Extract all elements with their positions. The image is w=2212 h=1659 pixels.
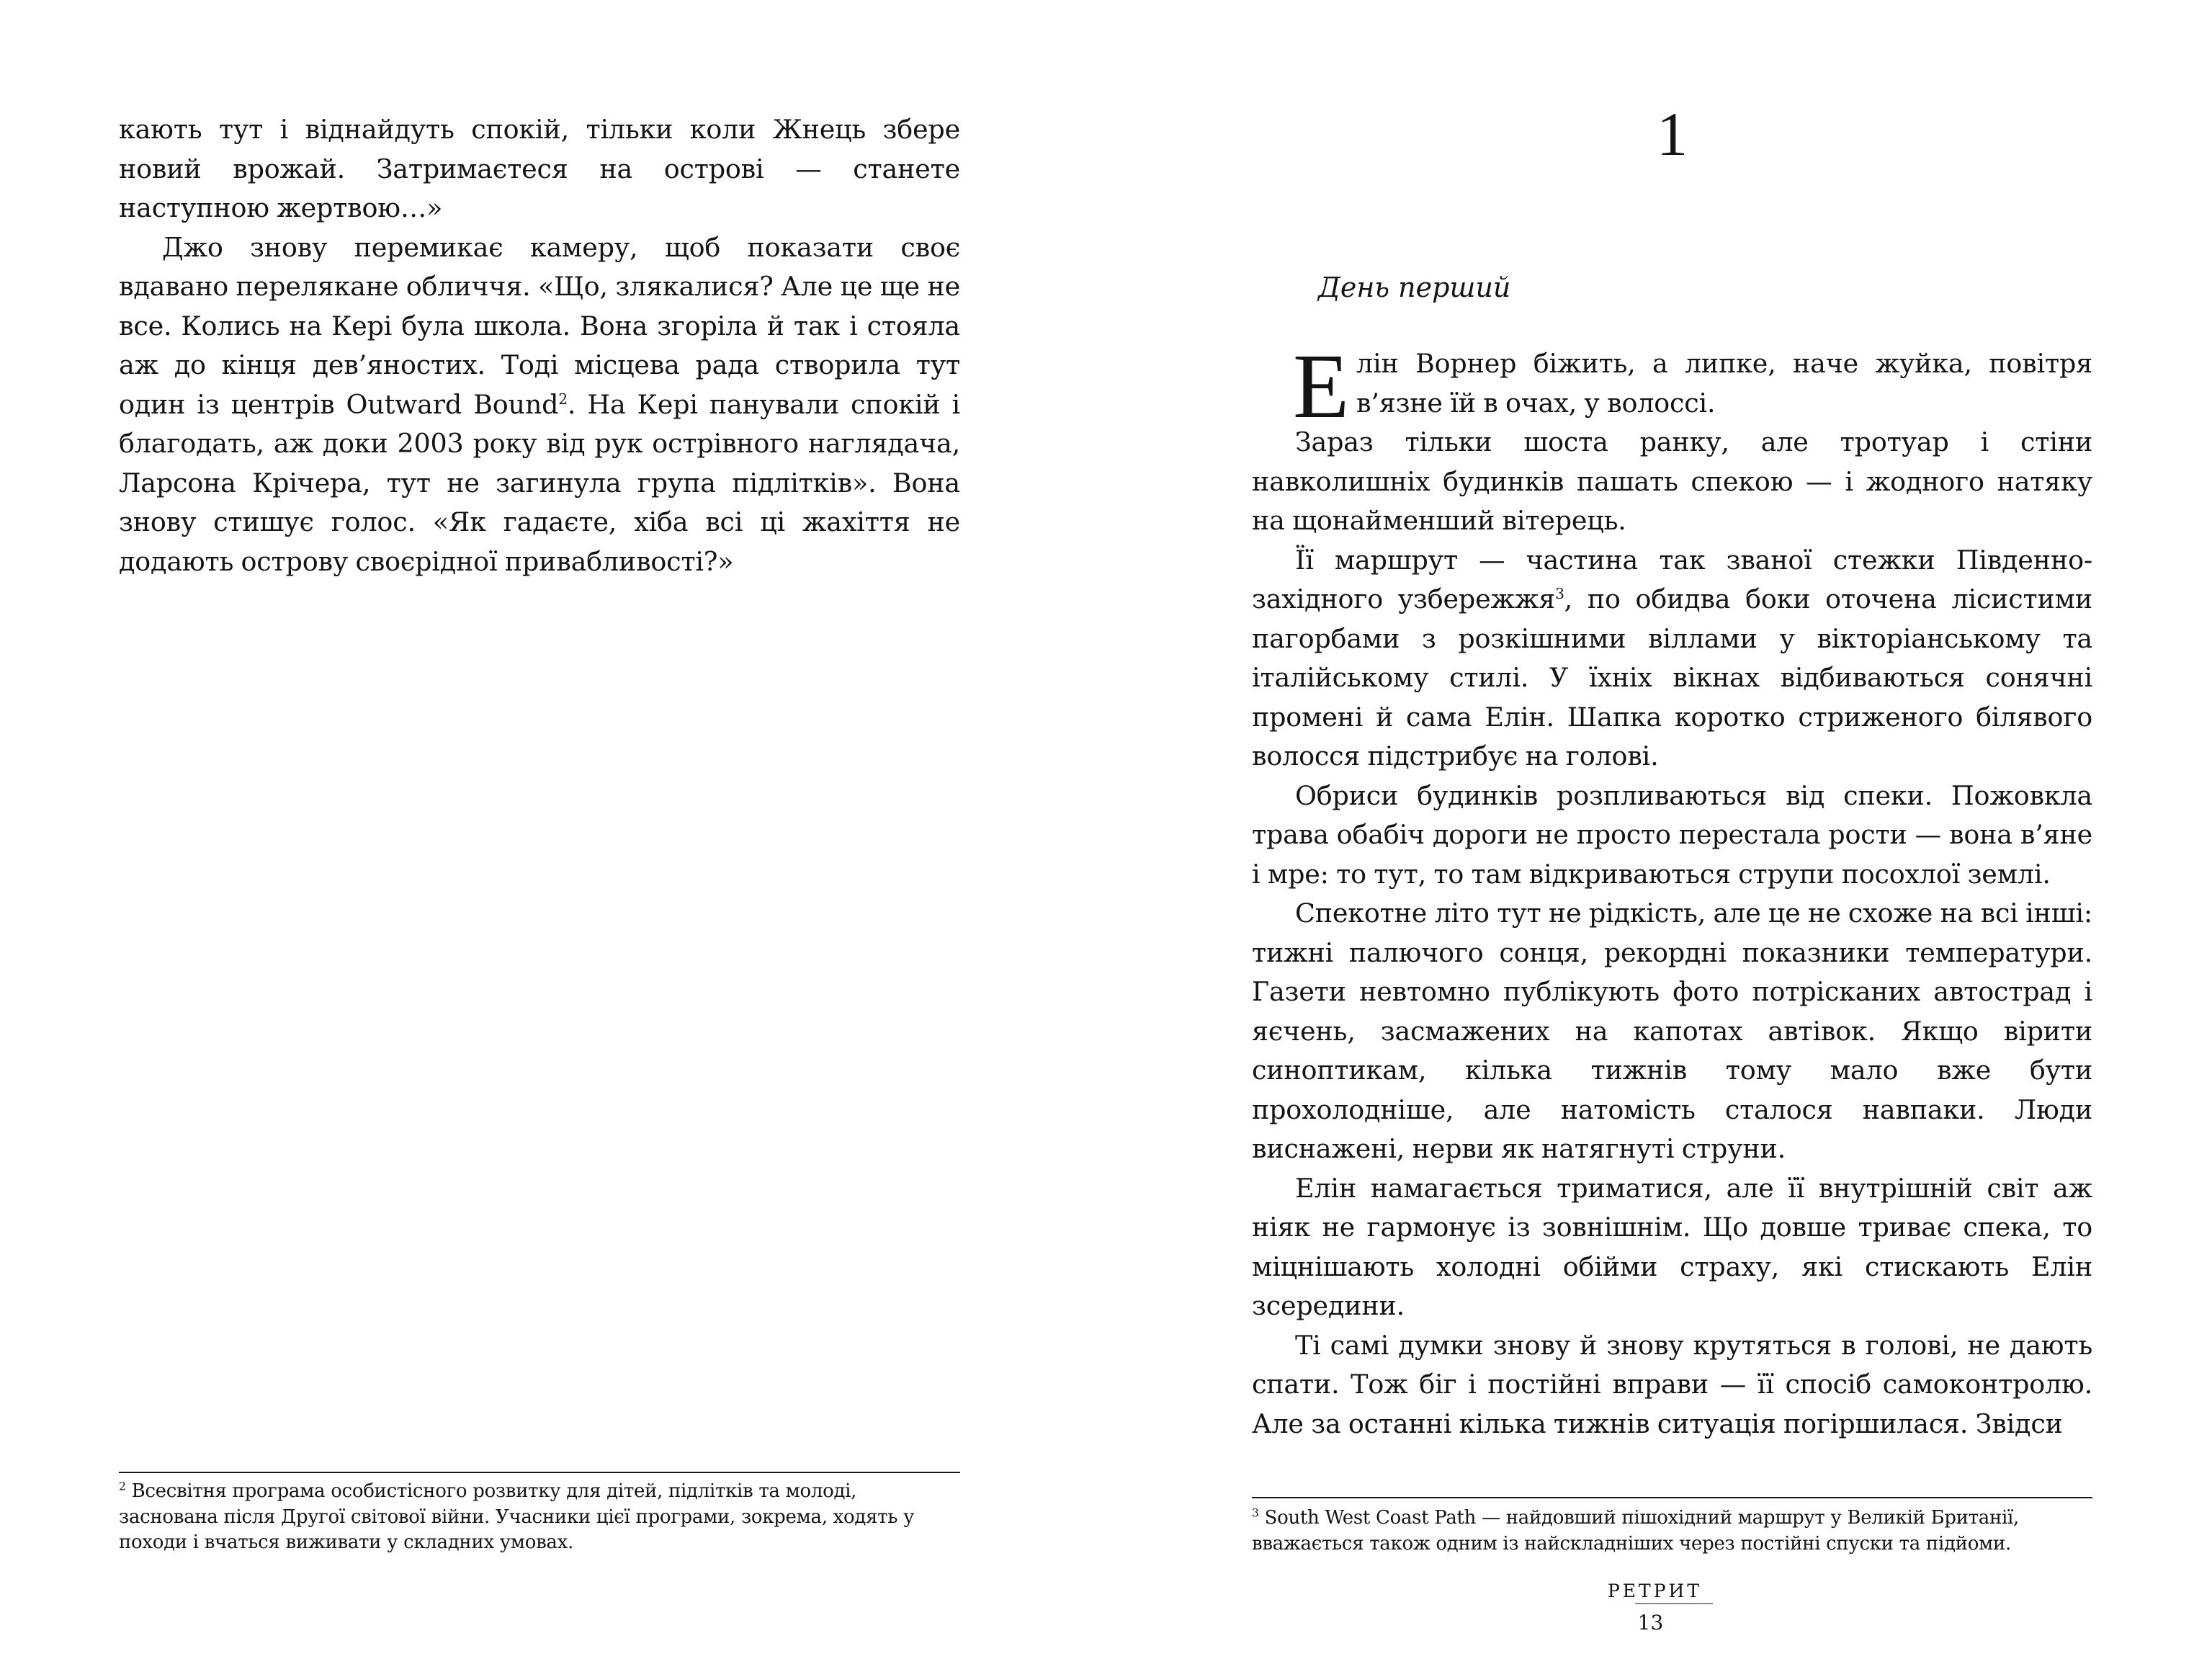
chapter-number: 1 [1657, 99, 1688, 169]
paragraph: Зараз тільки шоста ранку, але тротуар і стіни навколишніх будинків пашать спекою — і жодного натяку на щонайменший вітерець. [1252, 426, 2092, 536]
footnote-divider [119, 1472, 960, 1473]
footnote [1252, 1506, 2059, 1557]
paragraph: Спекотне літо тут не рідкість, але це не схоже на всі інші: тижні палючого сонця, рекордні показники температури. Газети невтомно публікують фото потрісканих автострад і яєчень, засмажених на капотах автівок. Якщо вірити синоптикам, кілька тижнів тому мало вже бути прохолодніше, але натомість сталося навпаки. Люди виснажені, нерви як натягнуті струни. [1252, 898, 2092, 1164]
paragraph [119, 228, 960, 582]
footnote-text: Всесвітня програма особистісного розвитку для дітей, підлітків та молоді, заснована після Другої світової війни. Учасники цієї програми, зокрема, ходять у походи і вчаться виживати у складних умовах. [119, 1480, 915, 1553]
paragraph [1252, 541, 2092, 777]
right-body-text [1252, 335, 2092, 1444]
footnote-number: 3 [1252, 1506, 1259, 1520]
paragraph: Ті самі думки знову й знову крутяться в голові, не дають спати. Тож біг і постійні вправи — її спосіб самоконтролю. Але за останні кілька тижнів ситуація погіршилася. Звідси [1252, 1329, 2092, 1439]
footnote-number: 2 [119, 1480, 126, 1493]
paragraph: кають тут і віднайдуть спокій, тільки коли Жнець збере новий врожай. Затримаєтеся на острові — станете наступною жертвою…» [119, 114, 960, 223]
footnote-divider [1252, 1497, 2092, 1498]
section-heading: День перший [1318, 272, 1511, 303]
paragraph-text: . На Кері панували спокій і благодать, аж доки 2003 року від рук острівного наглядача, Ларсона Крічера, тут не загинула група підлітків». Вона знову стишує голос. «Як гадаєте, хіба всі ці жахіття не додають острову своєрідної привабливості?» [119, 388, 960, 577]
paragraph-text: Її маршрут — частина так званої стежки Південно-західного узбережжя [1252, 544, 2092, 614]
footnote-reference[interactable]: 3 [1555, 584, 1564, 602]
running-title-divider [1635, 1603, 1713, 1604]
left-body-text [119, 110, 960, 581]
footnote [119, 1479, 940, 1556]
paragraph: Елін намагається триматися, але її внутрішній світ аж ніяк не гармонує із зовнішнім. Що довше триває спека, то міцнішають холодні обійми страху, які стискають Елін зсередини. [1252, 1172, 2092, 1321]
paragraph-text: лін Ворнер біжить, а липке, наче жуйка, повітря в’язне їй в очах, у волоссі. [1356, 348, 2092, 419]
running-title: РЕТРИТ [1607, 1580, 1703, 1601]
paragraph: Обриси будинків розпливаються від спеки. Пожовкла трава обабіч дороги не просто перестала рости — вона в’яне і мре: то тут, то там відкриваються струпи посохлої землі. [1252, 779, 2092, 890]
paragraph-text: Джо знову перемикає камеру, щоб показати своє вдавано перелякане обличчя. «Що, злякалися? Але це ще не все. Колись на Кері була школа. Вона згоріла й так і стояла аж до кінця дев’яностих. Тоді місцева рада створила тут один із центрів Outward Bound [119, 231, 960, 420]
paragraph-text: , по обидва боки оточена лісистими пагорбами з розкішними віллами у вікторіанському та італійському стилі. У їхніх вікнах відбиваються сонячні промені й сама Елін. Шапка коротко стриженого білявого волосся підстрибує на голові. [1252, 583, 2092, 772]
footnote-text: South West Coast Path — найдовший пішохідний маршрут у Великій Британії, вважається також одним із найскладніших через постійні спуски та підйоми. [1252, 1507, 2020, 1555]
footnote-reference[interactable]: 2 [558, 390, 568, 408]
paragraph [1252, 335, 2092, 437]
page-number: 13 [1637, 1611, 1664, 1635]
right-page [1106, 0, 2212, 1659]
drop-cap: Е [1293, 335, 1349, 437]
